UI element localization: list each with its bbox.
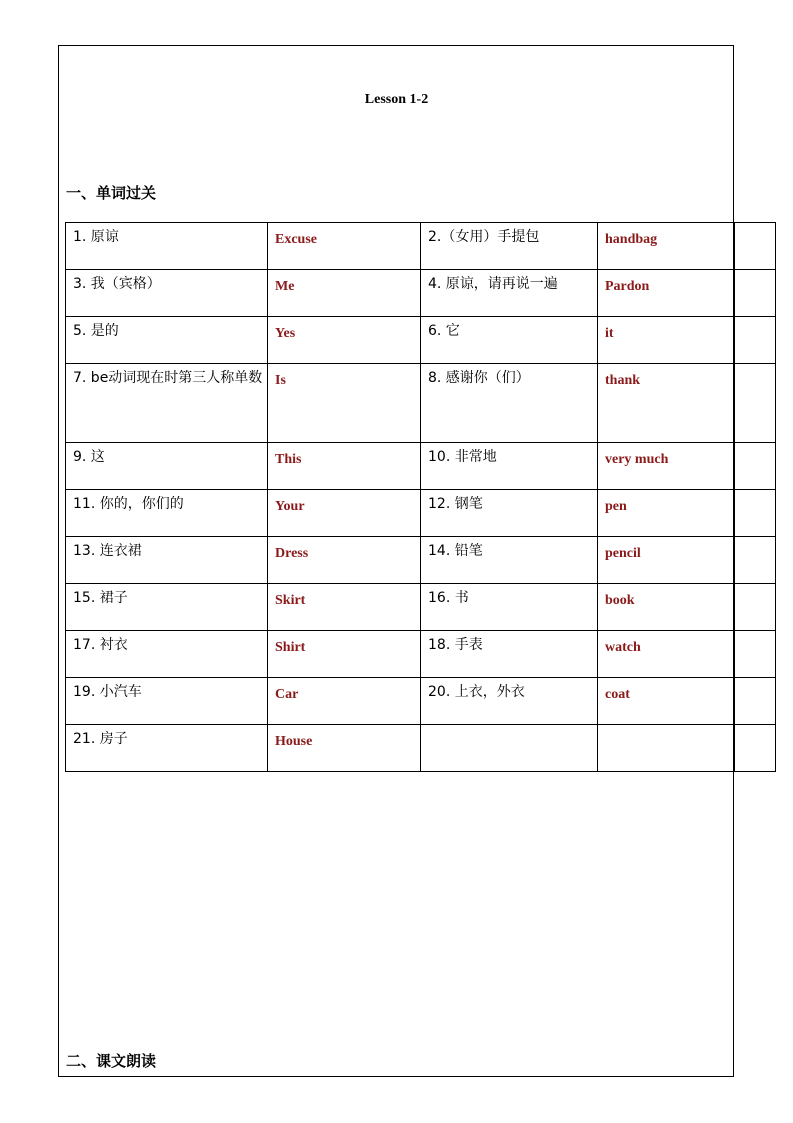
english-word-cell: watch [598,631,735,678]
chinese-term-cell: 2.（女用）手提包 [421,223,598,270]
empty-cell [735,584,776,631]
english-word-cell: coat [598,678,735,725]
empty-cell [735,490,776,537]
english-word-cell: House [268,725,421,772]
chinese-term-cell: 20. 上衣，外衣 [421,678,598,725]
english-word-cell: Is [268,364,421,443]
section-heading-vocabulary: 一、单词过关 [66,184,157,202]
chinese-term-cell [421,725,598,772]
english-word-cell: Me [268,270,421,317]
table-row [66,443,776,490]
empty-cell [735,631,776,678]
chinese-term-cell: 12. 钢笔 [421,490,598,537]
table-row [66,317,776,364]
empty-cell [735,270,776,317]
chinese-term-cell: 13. 连衣裙 [66,537,268,584]
chinese-term-cell: 17. 衬衣 [66,631,268,678]
english-word-cell: Excuse [268,223,421,270]
english-word-cell: This [268,443,421,490]
table-row [66,725,776,772]
empty-cell [735,537,776,584]
table-row [66,631,776,678]
chinese-term-cell: 7. be动词现在时第三人称单数 [66,364,268,443]
english-word-cell: Skirt [268,584,421,631]
chinese-term-cell: 19. 小汽车 [66,678,268,725]
chinese-term-cell: 3. 我（宾格） [66,270,268,317]
english-word-cell: handbag [598,223,735,270]
english-word-cell: Your [268,490,421,537]
table-row [66,223,776,270]
english-word-cell: Dress [268,537,421,584]
english-word-cell: Shirt [268,631,421,678]
english-word-cell: pen [598,490,735,537]
table-row [66,270,776,317]
chinese-term-cell: 16. 书 [421,584,598,631]
chinese-term-cell: 15. 裙子 [66,584,268,631]
section-heading-text-reading: 二、课文朗读 [66,1052,157,1070]
english-word-cell: Car [268,678,421,725]
english-word-cell: pencil [598,537,735,584]
chinese-term-cell: 10. 非常地 [421,443,598,490]
english-word-cell: thank [598,364,735,443]
table-row [66,364,776,443]
chinese-term-cell: 21. 房子 [66,725,268,772]
lesson-title: Lesson 1-2 [364,92,429,107]
empty-cell [735,725,776,772]
english-word-cell: Yes [268,317,421,364]
chinese-term-cell: 5. 是的 [66,317,268,364]
english-word-cell: it [598,317,735,364]
english-word-cell: very much [598,443,735,490]
chinese-term-cell: 4. 原谅，请再说一遍 [421,270,598,317]
chinese-term-cell: 1. 原谅 [66,223,268,270]
chinese-term-cell: 9. 这 [66,443,268,490]
empty-cell [735,443,776,490]
english-word-cell [598,725,735,772]
chinese-term-cell: 18. 手表 [421,631,598,678]
chinese-term-cell: 8. 感谢你（们） [421,364,598,443]
table-row [66,537,776,584]
empty-cell [735,223,776,270]
chinese-term-cell: 6. 它 [421,317,598,364]
empty-cell [735,364,776,443]
table-row [66,678,776,725]
chinese-term-cell: 14. 铅笔 [421,537,598,584]
english-word-cell: book [598,584,735,631]
english-word-cell: Pardon [598,270,735,317]
chinese-term-cell: 11. 你的，你们的 [66,490,268,537]
table-row [66,584,776,631]
empty-cell [735,317,776,364]
table-row [66,490,776,537]
empty-cell [735,678,776,725]
vocabulary-table [65,222,776,772]
